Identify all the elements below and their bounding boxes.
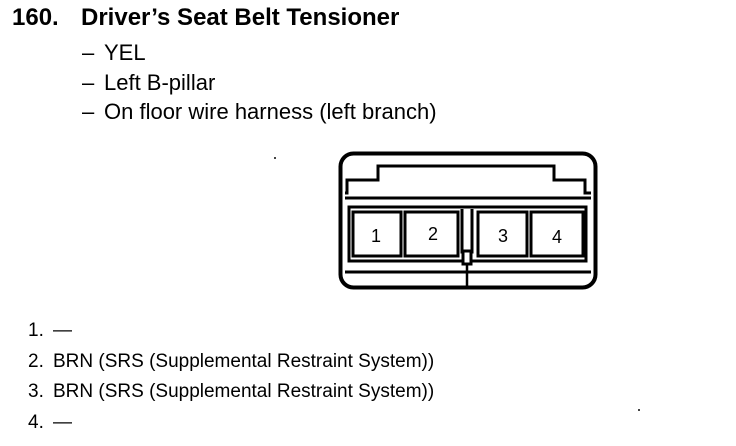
detail-dash: – — [82, 69, 95, 95]
detail-text: Left B-pillar — [104, 69, 216, 95]
detail-wire-color — [82, 38, 437, 68]
terminal-label-4: 4 — [551, 227, 563, 247]
key-notch — [463, 251, 471, 264]
pin-description: — — [53, 320, 72, 341]
pin-description: — — [53, 411, 72, 433]
pin-number: 1. — [28, 320, 44, 341]
connector-diagram — [338, 150, 600, 292]
pin-row — [28, 316, 434, 347]
terminal-label-1: 1 — [370, 226, 382, 246]
component-heading — [12, 3, 399, 33]
scan-speck — [274, 157, 276, 159]
terminal-label-3: 3 — [497, 226, 509, 246]
component-title: Driver’s Seat Belt Tensioner — [81, 4, 400, 31]
pin-description: BRN (SRS (Supplemental Restraint System)) — [53, 381, 435, 402]
detail-dash: – — [82, 99, 95, 124]
pin-number: 3. — [28, 381, 44, 402]
detail-text: On floor wire harness (left branch) — [104, 99, 437, 124]
key-slot — [462, 209, 472, 252]
pin-number: 2. — [28, 350, 44, 372]
detail-dash: – — [82, 40, 95, 65]
pin-row — [28, 377, 434, 408]
detail-location — [82, 68, 437, 98]
pin-list — [28, 316, 434, 438]
detail-text: YEL — [104, 40, 146, 65]
connector-lock-tab — [345, 166, 591, 193]
pin-row — [28, 347, 434, 378]
terminal-label-2: 2 — [427, 224, 439, 244]
pin-description: BRN (SRS (Supplemental Restraint System)) — [53, 350, 435, 372]
detail-harness — [82, 97, 437, 127]
pin-number: 4. — [28, 411, 44, 433]
pin-row — [28, 408, 434, 439]
component-details-list — [82, 38, 437, 127]
scan-speck — [638, 409, 640, 411]
component-number: 160. — [12, 4, 59, 31]
